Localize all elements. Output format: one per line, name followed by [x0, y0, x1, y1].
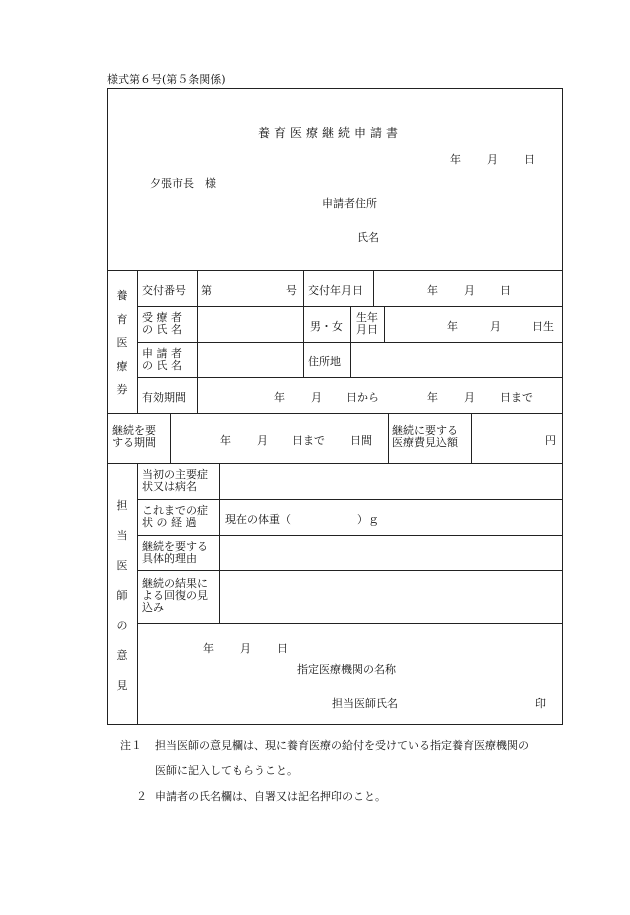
label-line: 継続に要する [392, 424, 458, 437]
issue-year: 年 [427, 284, 438, 297]
validity-from-month: 月 [311, 391, 322, 404]
divider [137, 377, 563, 378]
opinion-month: 月 [240, 642, 251, 655]
period-day: 日まで [292, 434, 325, 447]
validity-label: 有効期間 [142, 391, 186, 404]
note-1-text: 担当医師の意見欄は、現に養育医療の給付を受けている指定養育医療機関の [155, 739, 529, 752]
form-title: 養育医療継続申請書 [258, 126, 403, 140]
validity-to-day: 日まで [500, 391, 533, 404]
side-char: 療 [116, 359, 128, 373]
divider [219, 463, 220, 623]
doctor-side-label [110, 497, 134, 693]
label-line: 生年 [356, 311, 378, 324]
header-year: 年 [450, 153, 461, 166]
birth-month: 月 [490, 320, 501, 333]
period-year: 年 [220, 434, 231, 447]
cost-unit: 円 [545, 434, 556, 447]
symptom-progress-label [142, 505, 208, 529]
form-number: 様式第６号(第５条関係) [107, 73, 226, 86]
side-char: 師 [116, 589, 128, 602]
divider [137, 463, 138, 725]
applicant-address-label: 申請者住所 [322, 197, 377, 210]
applicant-name-field-label [142, 348, 182, 372]
header-day: 日 [524, 153, 535, 166]
side-char: 医 [116, 336, 128, 349]
label-line: 状又は病名 [142, 480, 197, 493]
side-char: 医 [116, 559, 128, 572]
divider [384, 306, 385, 342]
label-line: の 氏 名 [142, 359, 182, 372]
continuation-period-label [112, 425, 156, 449]
label-line: 継続の結果に [142, 577, 208, 590]
label-line: 状 の 経 過 [142, 516, 197, 529]
validity-to-month: 月 [464, 391, 475, 404]
birth-date-label [356, 312, 378, 336]
side-char: 育 [116, 312, 128, 326]
side-char: の [116, 619, 128, 632]
label-line: する期間 [112, 436, 156, 449]
side-char: 担 [116, 499, 128, 512]
validity-from-year: 年 [274, 391, 285, 404]
sex-label: 男・女 [310, 320, 343, 333]
validity-from-day: 日から [346, 391, 379, 404]
divider [137, 535, 563, 536]
doctor-name-label: 担当医師氏名 [332, 697, 398, 710]
issue-day: 日 [500, 284, 511, 297]
institution-name-label: 指定医療機関の名称 [297, 663, 396, 676]
divider [137, 270, 138, 413]
label-line: 込み [142, 601, 164, 614]
period-days: 日間 [350, 434, 372, 447]
label-line: 受 療 者 [142, 311, 182, 324]
divider [170, 413, 171, 463]
note-1-text-continued: 医師に記入してもらうこと。 [155, 764, 298, 777]
birth-year: 年 [447, 320, 458, 333]
cost-estimate-label [392, 425, 458, 449]
birth-day: 日生 [532, 320, 554, 333]
side-char: 意 [116, 649, 128, 662]
note-2-number: ２ [136, 790, 147, 803]
divider [303, 270, 304, 306]
divider [107, 463, 563, 464]
note-2-text: 申請者の氏名欄は、自署又は記名押印のこと。 [155, 790, 386, 803]
divider [373, 270, 374, 306]
divider [107, 270, 563, 271]
divider [350, 306, 351, 377]
certificate-side-label [110, 287, 134, 397]
divider [137, 623, 563, 624]
label-line: 月日 [356, 323, 378, 336]
divider [388, 413, 389, 463]
side-char: 当 [116, 529, 128, 542]
side-char: 見 [116, 679, 128, 692]
recovery-outlook-label [142, 578, 208, 614]
label-line: 具体的理由 [142, 552, 197, 565]
divider [303, 306, 304, 377]
validity-to-year: 年 [427, 391, 438, 404]
label-line: 当初の主要症 [142, 468, 208, 481]
continuation-reason-label [142, 541, 208, 565]
opinion-day: 日 [277, 642, 288, 655]
label-line: これまでの症 [142, 504, 208, 517]
initial-symptom-label [142, 469, 208, 493]
issue-date-label: 交付年月日 [308, 284, 363, 297]
applicant-name-label: 氏名 [357, 231, 379, 244]
divider [137, 499, 563, 500]
opinion-year: 年 [203, 642, 214, 655]
side-char: 券 [116, 383, 128, 396]
issue-number-prefix: 第 [201, 284, 212, 297]
current-weight-text: 現在の体重（ ）ｇ [225, 513, 379, 526]
label-line: よる回復の見 [142, 589, 208, 602]
side-char: 養 [116, 289, 128, 302]
address-label: 住所地 [308, 355, 341, 368]
label-line: 継続を要する [142, 540, 208, 553]
divider [471, 413, 472, 463]
addressee: 夕張市長 様 [150, 177, 216, 190]
period-month: 月 [257, 434, 268, 447]
label-line: 継続を要 [112, 424, 156, 437]
seal-mark: 印 [535, 697, 546, 710]
patient-name-label [142, 312, 182, 336]
issue-number-label: 交付番号 [142, 284, 186, 297]
issue-month: 月 [464, 284, 475, 297]
note-1-number: 注１ [120, 739, 142, 752]
issue-number-suffix: 号 [286, 284, 297, 297]
label-line: 申 請 者 [142, 347, 182, 360]
header-month: 月 [487, 153, 498, 166]
divider [107, 413, 563, 414]
divider [137, 570, 563, 571]
divider [197, 270, 198, 413]
label-line: 医療費見込額 [392, 436, 458, 449]
label-line: の 氏 名 [142, 323, 182, 336]
